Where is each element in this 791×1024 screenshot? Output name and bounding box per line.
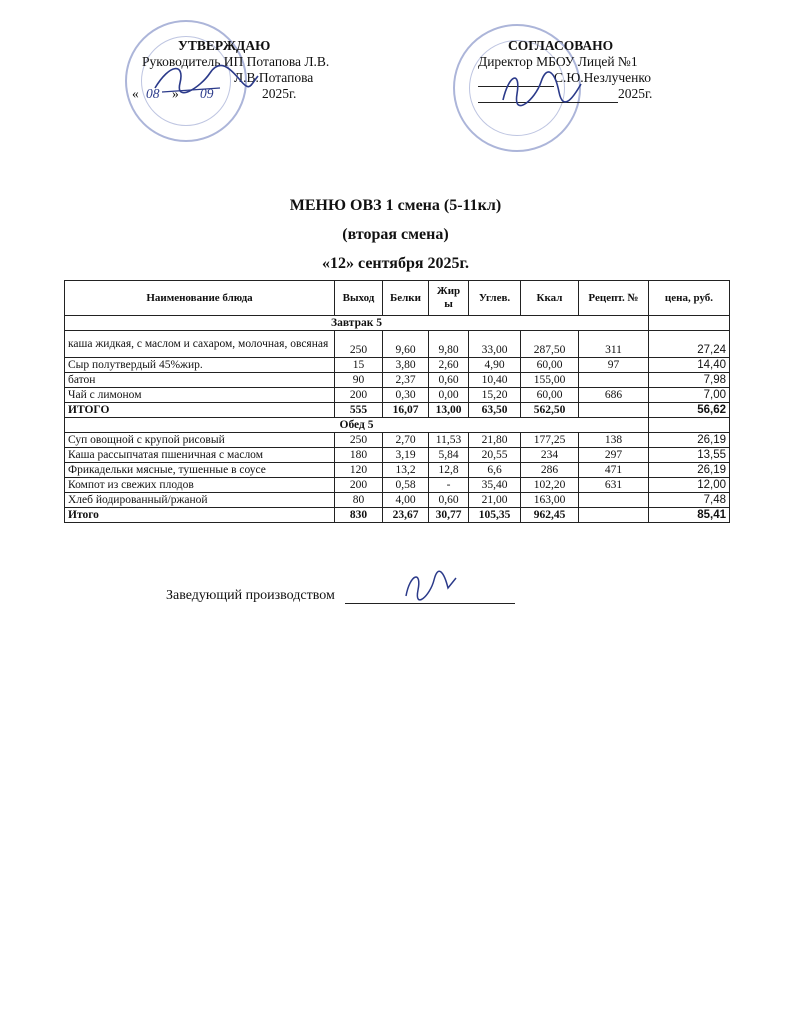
total-carbs: 63,50 [469, 403, 521, 418]
dish-fat: 2,60 [429, 358, 469, 373]
production-manager-label: Заведующий производством [166, 588, 335, 603]
dish-name: батон [65, 373, 335, 388]
dish-fat: 0,00 [429, 388, 469, 403]
dish-protein: 3,19 [383, 448, 429, 463]
header-recipe: Рецепт. № [579, 281, 649, 316]
dish-recipe [579, 493, 649, 508]
total-fat: 30,77 [429, 508, 469, 523]
dish-fat: - [429, 478, 469, 493]
section-price-empty [649, 418, 730, 433]
total-label: ИТОГО [65, 403, 335, 418]
table-header-row [65, 281, 730, 316]
dish-carbs: 35,40 [469, 478, 521, 493]
dish-fat: 11,53 [429, 433, 469, 448]
total-output: 555 [335, 403, 383, 418]
agreement-name: С.Ю.Незлученко [554, 70, 651, 85]
header-carbs: Углев. [469, 281, 521, 316]
dish-kcal: 286 [521, 463, 579, 478]
approval-date-quote-close: » [172, 86, 179, 101]
dish-protein: 2,37 [383, 373, 429, 388]
total-row [65, 403, 730, 418]
dish-protein: 0,58 [383, 478, 429, 493]
dish-price: 14,40 [649, 358, 730, 373]
approval-date-quote-open: « [132, 86, 139, 101]
dish-protein: 0,30 [383, 388, 429, 403]
total-protein: 16,07 [383, 403, 429, 418]
section-row-breakfast [65, 316, 730, 331]
production-manager-signature [400, 566, 460, 606]
dish-protein: 4,00 [383, 493, 429, 508]
dish-carbs: 21,80 [469, 433, 521, 448]
dish-recipe: 471 [579, 463, 649, 478]
dish-carbs: 20,55 [469, 448, 521, 463]
dish-price: 7,98 [649, 373, 730, 388]
dish-price: 13,55 [649, 448, 730, 463]
table-row [65, 493, 730, 508]
dish-carbs: 4,90 [469, 358, 521, 373]
table-row [65, 373, 730, 388]
menu-subtitle: (вторая смена) [342, 226, 449, 243]
section-title: Завтрак 5 [65, 316, 649, 331]
dish-recipe: 97 [579, 358, 649, 373]
dish-price: 26,19 [649, 433, 730, 448]
dish-name: Каша рассыпчатая пшеничная с маслом [65, 448, 335, 463]
dish-name: Фрикадельки мясные, тушенные в соусе [65, 463, 335, 478]
dish-kcal: 60,00 [521, 388, 579, 403]
menu-table [64, 280, 730, 523]
total-kcal: 962,45 [521, 508, 579, 523]
dish-kcal: 60,00 [521, 358, 579, 373]
approval-month: 09 [200, 86, 214, 101]
total-recipe [579, 403, 649, 418]
dish-recipe: 297 [579, 448, 649, 463]
dish-output: 90 [335, 373, 383, 388]
approval-position: Руководитель ИП Потапова Л.В. [142, 54, 330, 69]
approval-day: 08 [146, 86, 160, 101]
section-title: Обед 5 [65, 418, 649, 433]
header-price: цена, руб. [649, 281, 730, 316]
dish-name: Хлеб йодированный/ржаной [65, 493, 335, 508]
dish-recipe: 311 [579, 331, 649, 358]
dish-carbs: 10,40 [469, 373, 521, 388]
section-price-empty [649, 316, 730, 331]
dish-recipe: 686 [579, 388, 649, 403]
dish-fat: 5,84 [429, 448, 469, 463]
dish-kcal: 287,50 [521, 331, 579, 358]
menu-title: МЕНЮ ОВЗ 1 смена (5-11кл) [289, 197, 502, 214]
total-row [65, 508, 730, 523]
header-fat: Жир ы [429, 281, 469, 316]
dish-output: 250 [335, 331, 383, 358]
total-price: 56,62 [649, 403, 730, 418]
dish-fat: 0,60 [429, 373, 469, 388]
dish-recipe [579, 373, 649, 388]
table-row [65, 358, 730, 373]
approval-year: 2025г. [262, 86, 297, 101]
table-row [65, 448, 730, 463]
menu-date: «12» сентября 2025г. [322, 255, 469, 272]
header-output: Выход [335, 281, 383, 316]
dish-output: 80 [335, 493, 383, 508]
dish-protein: 13,2 [383, 463, 429, 478]
section-row-lunch [65, 418, 730, 433]
header-kcal: Ккал [521, 281, 579, 316]
dish-protein: 2,70 [383, 433, 429, 448]
total-protein: 23,67 [383, 508, 429, 523]
dish-price: 7,00 [649, 388, 730, 403]
dish-name: Суп овощной с крупой рисовый [65, 433, 335, 448]
dish-kcal: 234 [521, 448, 579, 463]
dish-output: 15 [335, 358, 383, 373]
approval-title: УТВЕРЖДАЮ [178, 38, 271, 53]
dish-kcal: 163,00 [521, 493, 579, 508]
dish-kcal: 102,20 [521, 478, 579, 493]
dish-output: 120 [335, 463, 383, 478]
dish-carbs: 6,6 [469, 463, 521, 478]
approval-signature [150, 58, 260, 98]
dish-name: каша жидкая, с маслом и сахаром, молочная, овсяная [65, 331, 335, 358]
dish-output: 250 [335, 433, 383, 448]
dish-protein: 9,60 [383, 331, 429, 358]
dish-fat: 9,80 [429, 331, 469, 358]
table-row [65, 331, 730, 358]
table-row [65, 388, 730, 403]
table-row [65, 433, 730, 448]
total-label: Итого [65, 508, 335, 523]
dish-name: Чай с лимоном [65, 388, 335, 403]
agreement-title: СОГЛАСОВАНО [508, 38, 614, 53]
table-row [65, 463, 730, 478]
agreement-year: 2025г. [618, 86, 653, 101]
header-protein: Белки [383, 281, 429, 316]
header-dish-name: Наименование блюда [65, 281, 335, 316]
dish-carbs: 33,00 [469, 331, 521, 358]
dish-fat: 12,8 [429, 463, 469, 478]
dish-output: 200 [335, 478, 383, 493]
approval-name: Л.В.Потапова [234, 70, 314, 85]
dish-protein: 3,80 [383, 358, 429, 373]
agreement-position: Директор МБОУ Лицей №1 [478, 54, 638, 69]
dish-price: 12,00 [649, 478, 730, 493]
dish-carbs: 21,00 [469, 493, 521, 508]
dish-output: 200 [335, 388, 383, 403]
dish-name: Сыр полутвердый 45%жир. [65, 358, 335, 373]
total-fat: 13,00 [429, 403, 469, 418]
total-carbs: 105,35 [469, 508, 521, 523]
total-kcal: 562,50 [521, 403, 579, 418]
dish-carbs: 15,20 [469, 388, 521, 403]
dish-output: 180 [335, 448, 383, 463]
dish-kcal: 177,25 [521, 433, 579, 448]
total-recipe [579, 508, 649, 523]
dish-name: Компот из свежих плодов [65, 478, 335, 493]
agreement-signature [495, 64, 585, 108]
dish-price: 7,48 [649, 493, 730, 508]
table-row [65, 478, 730, 493]
total-price: 85,41 [649, 508, 730, 523]
dish-price: 27,24 [649, 331, 730, 358]
dish-fat: 0,60 [429, 493, 469, 508]
total-output: 830 [335, 508, 383, 523]
dish-kcal: 155,00 [521, 373, 579, 388]
dish-recipe: 138 [579, 433, 649, 448]
dish-recipe: 631 [579, 478, 649, 493]
dish-price: 26,19 [649, 463, 730, 478]
